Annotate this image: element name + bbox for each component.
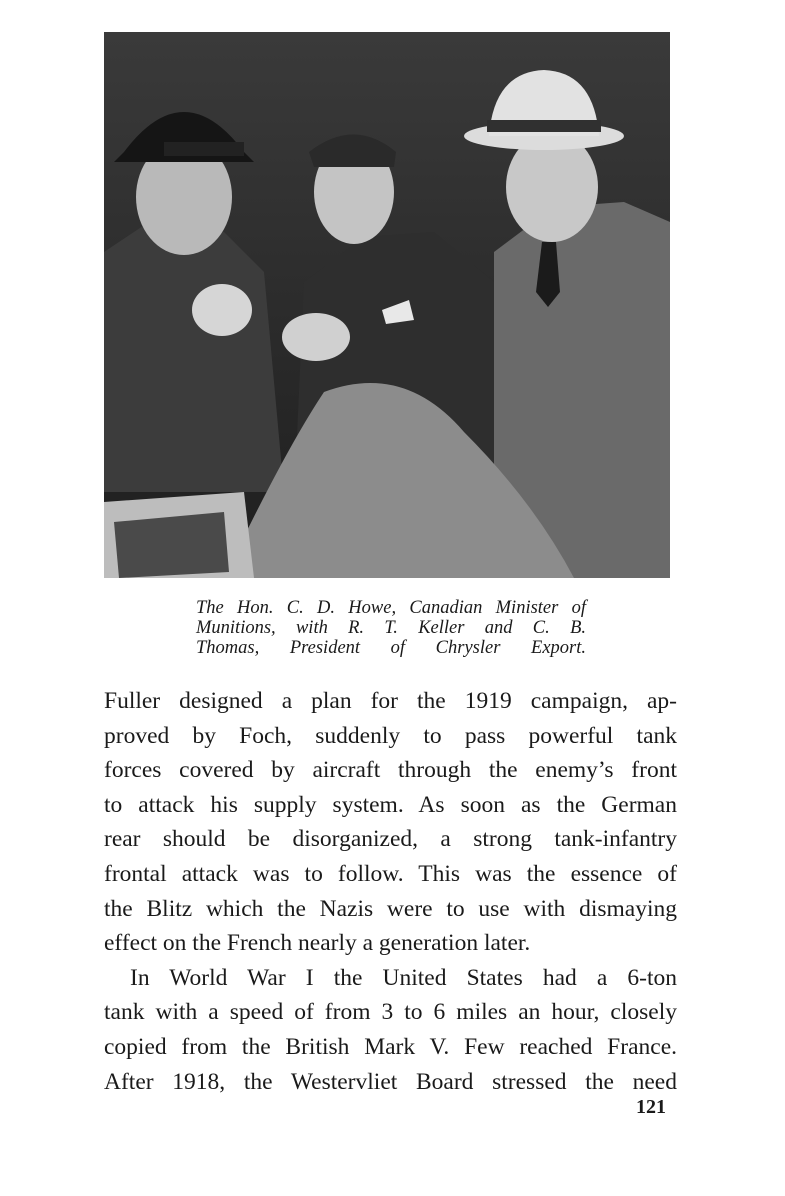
paragraph-1 bbox=[104, 684, 677, 961]
caption-line: The Hon. C. D. Howe, Canadian Minister of bbox=[196, 598, 586, 618]
page-number: 121 bbox=[636, 1096, 666, 1118]
caption-line: Munitions, with R. T. Keller and C. B. bbox=[196, 618, 586, 638]
text-line: After 1918, the Westervliet Board stressed the need bbox=[104, 1068, 677, 1095]
text-line: proved by Foch, suddenly to pass powerful tank bbox=[104, 722, 677, 749]
text-line: In World War I the United States had a 6-ton bbox=[130, 964, 677, 991]
photo-caption bbox=[196, 598, 586, 658]
text-line: Fuller designed a plan for the 1919 campaign, ap- bbox=[104, 688, 677, 714]
text-line: tank with a speed of from 3 to 6 miles an hour, closely bbox=[104, 999, 677, 1026]
caption-line: Thomas, President of Chrysler Export. bbox=[196, 638, 586, 658]
body-text bbox=[104, 684, 677, 1099]
text-line: forces covered by aircraft through the enemy’s front bbox=[104, 757, 677, 784]
photograph bbox=[104, 32, 670, 578]
paragraph-2 bbox=[104, 961, 677, 1099]
text-line: frontal attack was to follow. This was the essence of bbox=[104, 860, 677, 887]
text-line: rear should be disorganized, a strong tank-infantry bbox=[104, 826, 677, 853]
text-line: the Blitz which the Nazis were to use with dismaying bbox=[104, 895, 677, 922]
text-line: copied from the British Mark V. Few reached France. bbox=[104, 1033, 677, 1060]
text-line: effect on the French nearly a generation later. bbox=[104, 930, 531, 957]
text-line: to attack his supply system. As soon as the German bbox=[104, 791, 677, 818]
